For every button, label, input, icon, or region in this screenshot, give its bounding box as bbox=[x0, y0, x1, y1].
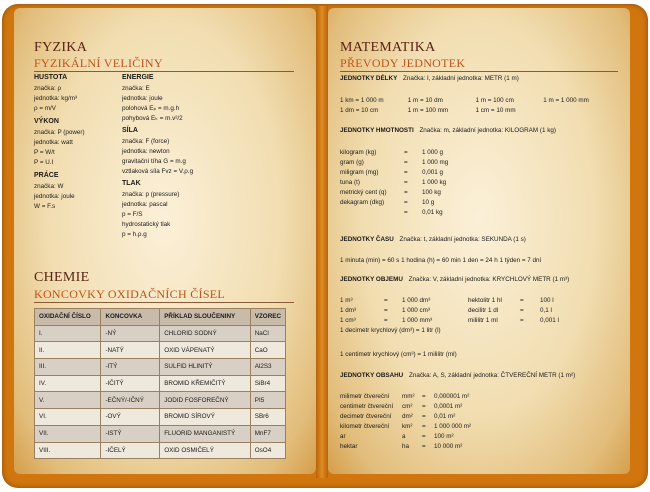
column-header: PŘÍKLAD SLOUČENINY bbox=[160, 309, 251, 326]
table-cell: IV. bbox=[35, 375, 101, 392]
table-cell: -NATÝ bbox=[101, 342, 160, 359]
table-cell: VI. bbox=[35, 409, 101, 426]
table-cell: -NÝ bbox=[101, 325, 160, 342]
vykon-line: P = W/t bbox=[34, 149, 55, 156]
delky-cell: 1 km = 1 000 m bbox=[340, 97, 384, 104]
objemu-cell: = bbox=[384, 297, 388, 304]
hmotnosti-row bbox=[340, 178, 448, 188]
tlak-line: p = h.ρ.g bbox=[122, 231, 147, 238]
hmotnosti-cell: 100 kg bbox=[422, 189, 441, 196]
hmotnosti-cell: dekagram (dkg) bbox=[340, 199, 385, 206]
tlak-line: značka: p (pressure) bbox=[122, 191, 180, 198]
hmotnosti-cell: 10 g bbox=[422, 199, 435, 206]
hustota-line: značka: ρ bbox=[34, 85, 62, 92]
hustota-line: ρ = m/V bbox=[34, 105, 56, 112]
prace-heading: PRÁCE bbox=[34, 172, 59, 179]
book-spine bbox=[316, 6, 328, 478]
matematika-subtitle: PŘEVODY JEDNOTEK bbox=[340, 56, 466, 70]
table-cell: -OVÝ bbox=[101, 409, 160, 426]
chemie-divider bbox=[34, 302, 294, 303]
hmotnosti-cell: = bbox=[404, 179, 408, 186]
energie-lines bbox=[122, 84, 193, 124]
objemu-cell: = bbox=[520, 307, 524, 314]
objemu-cell: 0,001 l bbox=[540, 317, 559, 324]
objemu-cell: 1 m³ bbox=[340, 297, 353, 304]
hmotnosti-cell: 1 000 kg bbox=[422, 179, 447, 186]
objemu-cell: 100 l bbox=[540, 297, 554, 304]
sila-line: jednotka: newton bbox=[122, 148, 170, 155]
obsahu-cell: decimetr čtvereční bbox=[340, 413, 392, 420]
casu-line: 1 minuta (min) = 60 s 1 hodina (h) = 60 min 1 den = 24 h 1 týden = 7 dní bbox=[340, 257, 542, 264]
objemu-note: 1 decimetr krychlový (dm³) = 1 litr (l) bbox=[340, 327, 441, 334]
delky-description: Značka: l, základní jednotka: METR (1 m) bbox=[403, 75, 519, 82]
sila-line: gravitační tíha G = m.g bbox=[122, 158, 186, 165]
objemu-note: 1 centimetr krychlový (cm³) = 1 mililitr (ml) bbox=[340, 351, 457, 358]
obsahu-cell: = bbox=[422, 393, 426, 400]
objemu-cell: 1 000 mm³ bbox=[402, 317, 433, 324]
matematika-title: MATEMATIKA bbox=[340, 40, 436, 55]
hmotnosti-heading: JEDNOTKY HMOTNOSTI bbox=[340, 127, 414, 134]
obsahu-row bbox=[340, 422, 471, 432]
column-header: KONCOVKA bbox=[101, 309, 160, 326]
hustota-line: jednotka: kg/m³ bbox=[34, 95, 78, 102]
objemu-heading: JEDNOTKY OBJEMU bbox=[340, 276, 403, 283]
obsahu-list bbox=[340, 392, 471, 452]
hmotnosti-cell: 0,01 kg bbox=[422, 209, 443, 216]
delky-cell: 1 m = 100 cm bbox=[475, 97, 514, 104]
delky-cell: 1 m = 10 dm bbox=[407, 97, 443, 104]
energie-line: pohybová Eₖ = m.v²/2 bbox=[122, 115, 183, 122]
table-row bbox=[35, 409, 286, 426]
objemu-cell: = bbox=[384, 317, 388, 324]
hmotnosti-section-header bbox=[340, 127, 556, 134]
hmotnosti-row bbox=[340, 158, 448, 168]
obsahu-description: Značka: A, S, základní jednotka: ČTVEREČNÍ METR (1 m²) bbox=[408, 372, 576, 379]
obsahu-section-header bbox=[340, 372, 575, 379]
obsahu-cell: ha bbox=[402, 443, 410, 450]
sila-lines bbox=[122, 137, 193, 177]
hmotnosti-description: Značka: m, základní jednotka: KILOGRAM (1 kg) bbox=[419, 127, 556, 134]
hmotnosti-cell: 1 000 mg bbox=[422, 159, 449, 166]
hmotnosti-cell: 1 000 g bbox=[422, 149, 444, 156]
objemu-row bbox=[340, 316, 559, 326]
obsahu-row bbox=[340, 442, 471, 452]
prace-line: W = F.s bbox=[34, 203, 56, 210]
objemu-cell: 1 000 cm³ bbox=[402, 307, 430, 314]
hustota-heading: HUSTOTA bbox=[34, 74, 68, 81]
objemu-cell: 1 dm³ bbox=[340, 307, 357, 314]
objemu-cell: 1 000 dm³ bbox=[402, 297, 431, 304]
hmotnosti-cell: miligram (mg) bbox=[340, 169, 379, 176]
table-cell: BROMID KŘEMIČITÝ bbox=[160, 375, 251, 392]
table-row bbox=[35, 375, 286, 392]
hmotnosti-cell: = bbox=[404, 159, 408, 166]
hmotnosti-cell: gram (g) bbox=[340, 159, 364, 166]
objemu-cell: = bbox=[520, 317, 524, 324]
objemu-row bbox=[340, 306, 559, 316]
delky-heading: JEDNOTKY DÉLKY bbox=[340, 75, 398, 82]
vykon-line: P = U.I bbox=[34, 159, 54, 166]
table-cell: -IČELÝ bbox=[101, 442, 160, 459]
table-cell: JODID FOSFOREČNÝ bbox=[160, 392, 251, 409]
chemie-subtitle: KONCOVKY OXIDAČNÍCH ČÍSEL bbox=[34, 287, 226, 301]
obsahu-cell: centimetr čtvereční bbox=[340, 403, 394, 410]
sila-line: vztlaková síla Fvz = V.ρ.g bbox=[122, 168, 194, 175]
hustota-lines bbox=[34, 84, 85, 114]
energie-line: značka: E bbox=[122, 85, 150, 92]
table-row bbox=[35, 342, 286, 359]
obsahu-cell: = bbox=[422, 413, 426, 420]
column-header: VZOREC bbox=[250, 309, 285, 326]
chemie-title: CHEMIE bbox=[34, 270, 90, 285]
table-cell: -IČITÝ bbox=[101, 375, 160, 392]
table-cell: I. bbox=[35, 325, 101, 342]
energie-line: jednotka: joule bbox=[122, 95, 163, 102]
prace-line: jednotka: joule bbox=[34, 193, 75, 200]
table-row bbox=[35, 425, 286, 442]
obsahu-cell: = bbox=[422, 423, 426, 430]
prace-line: značka: W bbox=[34, 183, 64, 190]
right-page bbox=[328, 8, 630, 474]
table-cell: SiBr4 bbox=[250, 375, 285, 392]
obsahu-cell: = bbox=[422, 433, 426, 440]
table-row bbox=[35, 442, 286, 459]
fyzika-subtitle: FYZIKÁLNÍ VELIČINY bbox=[34, 56, 163, 70]
table-cell: Al2S3 bbox=[250, 359, 285, 376]
table-cell: VII. bbox=[35, 425, 101, 442]
delky-row bbox=[340, 106, 542, 116]
hmotnosti-cell: 0,001 g bbox=[422, 169, 444, 176]
table-cell: III. bbox=[35, 359, 101, 376]
hmotnosti-row bbox=[340, 208, 448, 218]
objemu-list bbox=[340, 296, 559, 336]
vykon-lines bbox=[34, 128, 85, 168]
obsahu-heading: JEDNOTKY OBSAHU bbox=[340, 372, 404, 379]
tlak-line: p = F/S bbox=[122, 211, 143, 218]
table-cell: BROMID SÍROVÝ bbox=[160, 409, 251, 426]
table-row bbox=[35, 325, 286, 342]
hmotnosti-cell: = bbox=[404, 209, 408, 216]
hmotnosti-row bbox=[340, 168, 448, 178]
obsahu-cell: kilometr čtvereční bbox=[340, 423, 390, 430]
table-cell: -ISTÝ bbox=[101, 425, 160, 442]
obsahu-cell: dm² bbox=[402, 413, 413, 420]
obsahu-cell: a bbox=[402, 433, 406, 440]
sila-heading: SÍLA bbox=[122, 127, 138, 134]
hmotnosti-cell: metrický cent (q) bbox=[340, 189, 387, 196]
objemu-cell: decilitr 1 dl bbox=[468, 307, 499, 314]
table-cell: OXID VÁPENATÝ bbox=[160, 342, 251, 359]
obsahu-cell: milimetr čtvereční bbox=[340, 393, 390, 400]
tlak-line: jednotka: pascal bbox=[122, 201, 168, 208]
tlak-line: hydrostatický tlak bbox=[122, 221, 171, 228]
vykon-heading: VÝKON bbox=[34, 118, 59, 125]
delky-cell: 1 dm = 10 cm bbox=[340, 107, 379, 114]
table-cell: -ITÝ bbox=[101, 359, 160, 376]
obsahu-cell: ar bbox=[340, 433, 346, 440]
table-cell: CaO bbox=[250, 342, 285, 359]
casu-description: Značka: t, základní jednotka: SEKUNDA (1 s) bbox=[399, 236, 526, 243]
fyzika-title: FYZIKA bbox=[34, 40, 88, 55]
obsahu-cell: = bbox=[422, 443, 426, 450]
delky-row bbox=[340, 96, 613, 106]
vykon-line: značka: P (power) bbox=[34, 129, 85, 136]
fyzika-divider bbox=[34, 71, 294, 72]
delky-cell: 1 m = 1 000 mm bbox=[543, 97, 589, 104]
objemu-cell: = bbox=[520, 297, 524, 304]
table-cell: -EČNÝ/-IČNÝ bbox=[101, 392, 160, 409]
obsahu-cell: km² bbox=[402, 423, 413, 430]
fyzika-column-2 bbox=[122, 74, 193, 240]
hmotnosti-list bbox=[340, 148, 448, 218]
vykon-line: jednotka: watt bbox=[34, 139, 73, 146]
table-cell: SBr6 bbox=[250, 409, 285, 426]
delky-section-header bbox=[340, 75, 519, 82]
obsahu-cell: mm² bbox=[402, 393, 415, 400]
tlak-heading: TLAK bbox=[122, 180, 141, 187]
objemu-cell: 0,1 l bbox=[540, 307, 552, 314]
hmotnosti-row bbox=[340, 198, 448, 208]
objemu-description: Značka: V, základní jednotka: KRYCHLOVÝ METR (1 m³) bbox=[408, 276, 570, 283]
table-row bbox=[35, 359, 286, 376]
oxidation-table bbox=[34, 308, 286, 459]
obsahu-row bbox=[340, 402, 471, 412]
table-cell: PI5 bbox=[250, 392, 285, 409]
energie-line: polohová Eₚ = m.g.h bbox=[122, 105, 180, 112]
table-row bbox=[35, 392, 286, 409]
hmotnosti-cell: kilogram (kg) bbox=[340, 149, 377, 156]
obsahu-row bbox=[340, 392, 471, 402]
table-cell: MnF7 bbox=[250, 425, 285, 442]
energie-heading: ENERGIE bbox=[122, 74, 154, 81]
objemu-cell: hektolitr 1 hl bbox=[468, 297, 502, 304]
fyzika-column-1 bbox=[34, 74, 85, 212]
hmotnosti-cell: = bbox=[404, 189, 408, 196]
table-cell: VIII. bbox=[35, 442, 101, 459]
prace-lines bbox=[34, 182, 85, 212]
hmotnosti-row bbox=[340, 188, 448, 198]
delky-cell: 1 cm = 10 mm bbox=[475, 107, 516, 114]
obsahu-cell: 0,01 m² bbox=[434, 413, 456, 420]
table-cell: OXID OSMIČELÝ bbox=[160, 442, 251, 459]
table-cell: OsO4 bbox=[250, 442, 285, 459]
casu-heading: JEDNOTKY ČASU bbox=[340, 236, 394, 243]
hmotnosti-cell: = bbox=[404, 199, 408, 206]
tlak-lines bbox=[122, 190, 193, 240]
left-page bbox=[14, 8, 316, 474]
obsahu-cell: = bbox=[422, 403, 426, 410]
objemu-cell: = bbox=[384, 307, 388, 314]
casu-section-header bbox=[340, 236, 526, 243]
objemu-row bbox=[340, 296, 559, 306]
hmotnosti-cell: = bbox=[404, 149, 408, 156]
hmotnosti-cell: tuna (t) bbox=[340, 179, 360, 186]
hmotnosti-row bbox=[340, 148, 448, 158]
obsahu-cell: 100 m² bbox=[434, 433, 454, 440]
table-header-row bbox=[35, 309, 286, 326]
table-cell: FLUORID MANGANISTÝ bbox=[160, 425, 251, 442]
table-cell: CHLORID SODNÝ bbox=[160, 325, 251, 342]
table-cell: NaCl bbox=[250, 325, 285, 342]
objemu-cell: 1 cm³ bbox=[340, 317, 356, 324]
hmotnosti-cell: = bbox=[404, 169, 408, 176]
delky-cell: 1 m = 100 mm bbox=[407, 107, 449, 114]
obsahu-cell: 1 000 000 m² bbox=[434, 423, 472, 430]
obsahu-row bbox=[340, 432, 471, 442]
table-cell: II. bbox=[35, 342, 101, 359]
matematika-divider bbox=[340, 71, 618, 72]
obsahu-cell: 10 000 m² bbox=[434, 443, 463, 450]
obsahu-cell: hektar bbox=[340, 443, 358, 450]
obsahu-cell: 0,000001 m² bbox=[434, 393, 470, 400]
obsahu-row bbox=[340, 412, 471, 422]
table-cell: SULFID HLINITÝ bbox=[160, 359, 251, 376]
objemu-section-header bbox=[340, 276, 569, 283]
objemu-cell: mililitr 1 ml bbox=[468, 317, 498, 324]
table-cell: V. bbox=[35, 392, 101, 409]
sila-line: značka: F (force) bbox=[122, 138, 170, 145]
obsahu-cell: cm² bbox=[402, 403, 413, 410]
column-header: OXIDAČNÍ ČÍSLO bbox=[35, 309, 101, 326]
obsahu-cell: 0,0001 m² bbox=[434, 403, 463, 410]
